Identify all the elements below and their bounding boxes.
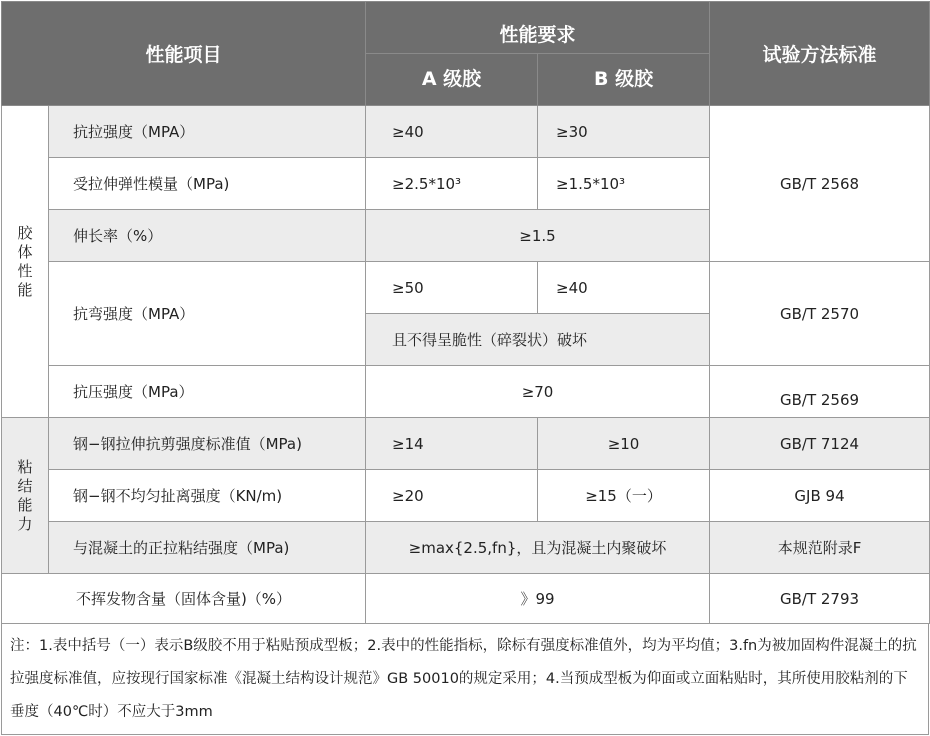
header-method: 试验方法标准 — [710, 2, 930, 106]
row-tensile-b: ≥30 — [538, 106, 710, 158]
row-peel-a: ≥20 — [366, 470, 538, 522]
row-elong-ab: ≥1.5 — [366, 210, 710, 262]
row-bend-b: ≥40 — [538, 262, 710, 314]
header-requirement: 性能要求 — [366, 2, 710, 54]
row-shear-b: ≥10 — [538, 418, 710, 470]
row-bond-name: 与混凝土的正拉粘结强度（MPa) — [49, 522, 366, 574]
row-modulus-name: 受拉伸弹性模量（MPa) — [49, 158, 366, 210]
group-adhesive-properties: 胶 体 性 能 — [2, 106, 49, 418]
group-bonding-ability: 粘 结 能 力 — [2, 418, 49, 574]
row-nonvol-ab: 》99 — [366, 574, 710, 624]
row-tensile-a: ≥40 — [366, 106, 538, 158]
row-peel-b: ≥15（一） — [538, 470, 710, 522]
row-bend-note: 且不得呈脆性（碎裂状）破坏 — [366, 314, 710, 366]
header-grade-a: A 级胶 — [366, 54, 538, 106]
row-comp-name: 抗压强度（MPa） — [49, 366, 366, 418]
row-shear-name: 钢−钢拉伸抗剪强度标准值（MPa) — [49, 418, 366, 470]
row-peel-name: 钢−钢不均匀扯离强度（KN/m) — [49, 470, 366, 522]
row-comp-ab: ≥70 — [366, 366, 710, 418]
row-shear-a: ≥14 — [366, 418, 538, 470]
row-tensile-name: 抗拉强度（MPA） — [49, 106, 366, 158]
row-modulus-a: ≥2.5*10³ — [366, 158, 538, 210]
row-bond-ab: ≥max{2.5,fn}，且为混凝土内聚破坏 — [366, 522, 710, 574]
header-grade-b: B 级胶 — [538, 54, 710, 106]
row-elong-name: 伸长率（%） — [49, 210, 366, 262]
row-modulus-b: ≥1.5*10³ — [538, 158, 710, 210]
adhesive-performance-table — [1, 1, 930, 624]
std-gbt-7124: GB/T 7124 — [710, 418, 930, 470]
std-gbt-2569: GB/T 2569 — [710, 366, 930, 418]
std-appendix-f: 本规范附录F — [710, 522, 930, 574]
std-gbt-2793: GB/T 2793 — [710, 574, 930, 624]
header-item: 性能项目 — [2, 2, 366, 106]
table-notes: 注：1.表中括号（一）表示B级胶不用于粘贴预成型板；2.表中的性能指标，除标有强度标准值外，均为平均值；3.fn为被加固构件混凝土的抗拉强度标准值，应按现行国家标准《混凝土结构设计规范》GB 50010的规定采用；4.当预成型板为仰面或立面粘贴时，其所使用胶粘剂的下垂度（40℃时）不应大于3mm — [1, 624, 929, 735]
std-gjb-94: GJB 94 — [710, 470, 930, 522]
row-bend-a: ≥50 — [366, 262, 538, 314]
row-bend-name: 抗弯强度（MPA） — [49, 262, 366, 366]
std-gbt-2568: GB/T 2568 — [710, 106, 930, 262]
std-gbt-2570: GB/T 2570 — [710, 262, 930, 366]
row-nonvol-name: 不挥发物含量（固体含量)（%） — [2, 574, 366, 624]
